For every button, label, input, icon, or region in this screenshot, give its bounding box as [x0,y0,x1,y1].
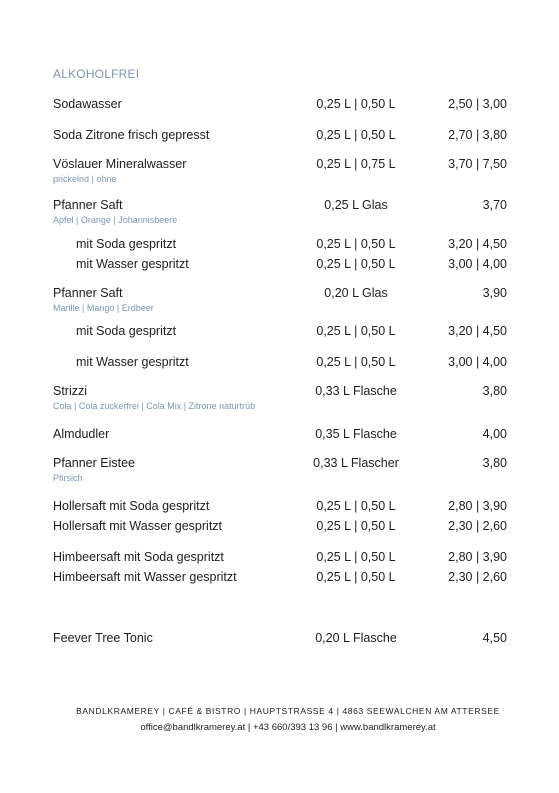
item-price: 3,90 [482,286,507,300]
item-size: 0,20 L Glas [324,286,388,300]
item-size: 0,25 L | 0,50 L [316,570,396,584]
item-name: Himbeersaft mit Wasser gespritzt [53,570,237,584]
item-price: 3,20 | 4,50 [448,237,507,251]
item-price: 2,80 | 3,90 [448,550,507,564]
item-subtitle: Marille | Mango | Erdbeer [53,303,154,313]
item-name: Soda Zitrone frisch gepresst [53,128,210,142]
menu-item [0,198,559,225]
item-price: 4,50 [482,631,507,645]
item-price: 2,30 | 2,60 [448,570,507,584]
item-size: 0,35 L Flasche [315,427,397,441]
item-size: 0,25 L | 0,50 L [316,237,396,251]
menu-item [0,257,559,275]
item-size: 0,33 L Flascher [313,456,399,470]
item-subtitle: prickelnd | ohne [53,174,117,184]
item-name: Himbeersaft mit Soda gespritzt [53,550,224,564]
item-size: 0,25 L | 0,50 L [316,499,396,513]
menu-item [0,499,559,517]
item-size: 0,25 L | 0,50 L [316,128,396,142]
item-subtitle: Cola | Cola zuckerfrei | Cola Mix | Zitrone naturtrüb [53,401,256,411]
item-size: 0,33 L Flasche [315,384,397,398]
item-name: mit Wasser gespritzt [76,355,189,369]
menu-item [0,519,559,537]
item-subtitle: Apfel | Orange | Johannisbeere [53,215,178,225]
item-price: 3,70 | 7,50 [448,157,507,171]
footer-contact: office@bandlkramerey.at | +43 660/393 13 96 | www.bandlkramerey.at [140,722,436,733]
item-size: 0,25 L | 0,50 L [316,550,396,564]
item-name: Pfanner Eistee [53,456,135,470]
item-price: 3,80 [482,384,507,398]
item-price: 3,80 [482,456,507,470]
item-name: Hollersaft mit Soda gespritzt [53,499,210,513]
menu-item [0,427,559,445]
menu-item [0,286,559,313]
menu-item [0,97,559,115]
item-price: 2,50 | 3,00 [448,97,507,111]
item-price: 3,20 | 4,50 [448,324,507,338]
item-name: Almdudler [53,427,110,441]
item-name: Hollersaft mit Wasser gespritzt [53,519,223,533]
menu-item [0,355,559,373]
menu-item [0,456,559,483]
item-size: 0,25 L | 0,75 L [316,157,396,171]
menu-item [0,570,559,588]
menu-item [0,384,559,411]
item-size: 0,25 L | 0,50 L [316,257,396,271]
item-size: 0,25 L | 0,50 L [316,97,396,111]
item-price: 4,00 [482,427,507,441]
item-price: 3,00 | 4,00 [448,355,507,369]
item-name: Pfanner Saft [53,198,123,212]
item-name: mit Soda gespritzt [76,237,177,251]
section-title: ALKOHOLFREI [53,67,140,81]
menu-item [0,157,559,184]
item-name: Pfanner Saft [53,286,123,300]
item-name: Vöslauer Mineralwasser [53,157,187,171]
item-size: 0,25 L | 0,50 L [316,355,396,369]
item-subtitle: Pfirsich [53,473,83,483]
item-name: mit Soda gespritzt [76,324,177,338]
item-name: Feever Tree Tonic [53,631,153,645]
item-name: Strizzi [53,384,88,398]
item-price: 3,70 [482,198,507,212]
item-size: 0,25 L | 0,50 L [316,519,396,533]
menu-item [0,237,559,255]
item-price: 2,80 | 3,90 [448,499,507,513]
item-name: mit Wasser gespritzt [76,257,189,271]
item-price: 3,00 | 4,00 [448,257,507,271]
item-size: 0,25 L Glas [324,198,388,212]
item-size: 0,25 L | 0,50 L [316,324,396,338]
item-price: 2,70 | 3,80 [448,128,507,142]
item-size: 0,20 L Flasche [315,631,397,645]
menu-item [0,631,559,649]
menu-item [0,550,559,568]
footer-address: BANDLKRAMEREY | CAFÉ & BISTRO | HAUPTSTRASSE 4 | 4863 SEEWALCHEN AM ATTERSEE [76,706,500,716]
item-name: Sodawasser [53,97,122,111]
menu-item [0,324,559,342]
item-price: 2,30 | 2,60 [448,519,507,533]
menu-item [0,128,559,146]
